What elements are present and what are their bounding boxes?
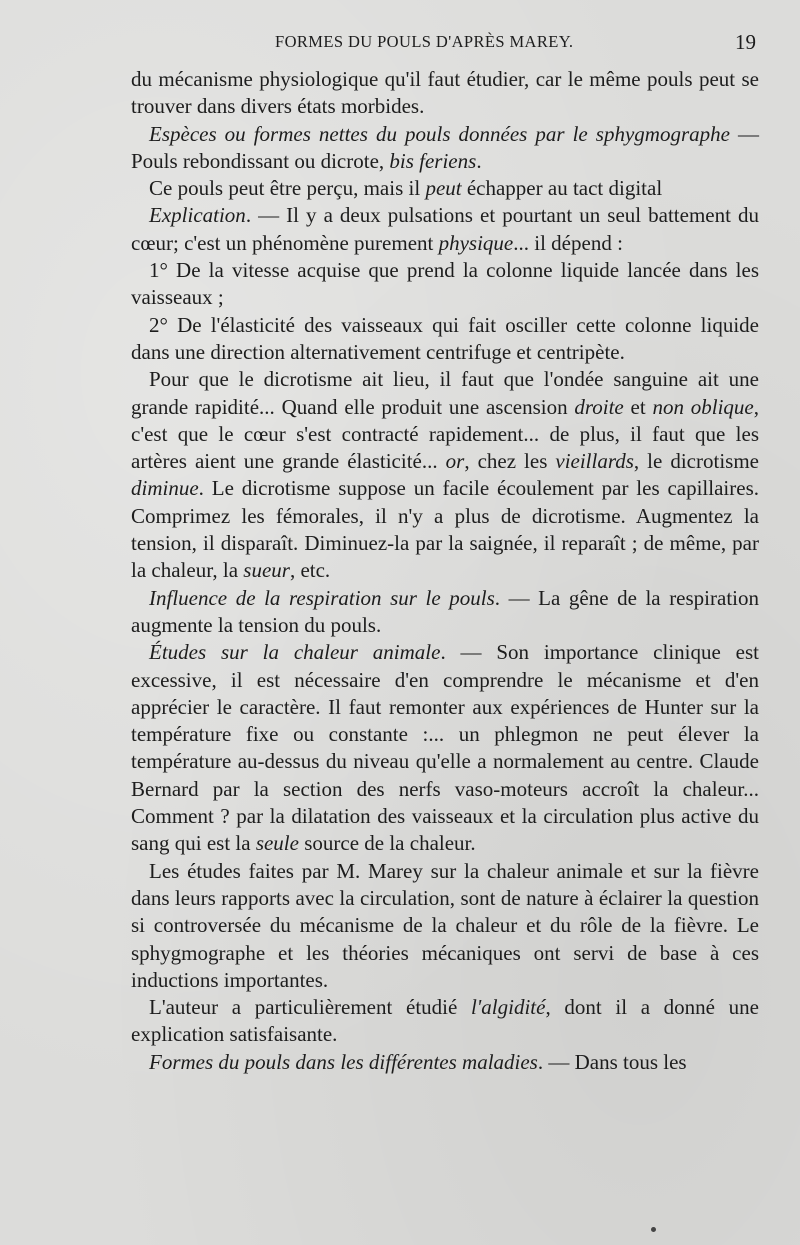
running-title: FORMES DU POULS D'APRÈS MAREY.	[275, 32, 574, 51]
paragraph	[131, 639, 759, 857]
paragraph	[131, 257, 759, 312]
text-run: Ce pouls peut être perçu, mais il	[149, 176, 426, 201]
text-run: du mécanisme physiologique qu'il faut étudier, car le même pouls peut se trouver dans divers états morbides.	[131, 67, 759, 119]
italic-text: non oblique	[652, 394, 754, 419]
paragraph	[131, 312, 759, 367]
text-run: . — Il y a deux pulsations et pourtant un seul battement du cœur; c'est un phénomène purement	[131, 203, 759, 255]
paragraph	[131, 994, 759, 1049]
italic-text: vieillards	[555, 449, 634, 474]
italic-text: physique	[438, 230, 514, 255]
italic-text: peut	[425, 176, 462, 201]
text-run: et	[623, 394, 653, 419]
text-run: source de la chaleur.	[298, 831, 476, 856]
paragraph	[131, 858, 759, 994]
italic-text: bis feriens	[389, 148, 477, 173]
text-run: Pour que le dicrotisme ait lieu, il faut que l'ondée sanguine ait une grande rapidité... Quand elle produit une ascension	[131, 367, 759, 419]
paragraph	[131, 121, 759, 176]
ink-speck	[651, 1227, 656, 1232]
text-run: 1° De la vitesse acquise que prend la colonne liquide lancée dans les vaisseaux ;	[131, 258, 759, 310]
text-run: Les études faites par M. Marey sur la chaleur animale et sur la fièvre dans leurs rapports avec la circulation, sont de nature à éclairer la question si controversée du mécanisme de la chaleur et du rôle de la fièvre. Le sphygmographe et les théories mécaniques ont servi de base à ces inductions importantes.	[131, 858, 759, 992]
text-run: échapper au tact digital	[461, 176, 663, 201]
paragraph	[131, 1049, 759, 1076]
text-run: 2° De l'élasticité des vaisseaux qui fait osciller cette colonne liquide dans une direction alternativement centrifuge et centripète.	[131, 312, 759, 364]
paragraph	[131, 175, 759, 202]
text-run: . Le dicrotisme suppose un facile écoulement par les capillaires. Comprimez les fémorales, il n'y a plus de dicrotisme. Augmentez la tension, il disparaît. Diminuez-la par la saignée, il reparaît ; de même, par la chaleur, la	[131, 476, 759, 583]
text-run: . — La gêne de la respiration augmente la tension du pouls.	[131, 585, 759, 637]
italic-text: l'algidité	[470, 995, 546, 1020]
italic-text: droite	[574, 394, 624, 419]
text-run: , chez les	[464, 449, 556, 474]
text-run: . — Son importance clinique est excessive, il est nécessaire d'en comprendre le mécanisme et d'en apprécier le caractère. Il faut remonter aux expériences de Hunter sur la température fixe ou constante :... un phlegmon ne peut élever la température au-dessus du niveau qu'elle a normalement au centre. Claude Bernard par la section des nerfs vaso-moteurs accroît la chaleur... Comment ? par la dilatation des vaisseaux et la circulation plus active du sang qui est la	[131, 640, 759, 856]
text-run: , etc.	[289, 558, 331, 583]
italic-text: diminue	[131, 476, 199, 501]
italic-text: seule	[255, 831, 299, 856]
text-run: , le dicrotisme	[633, 449, 759, 474]
body-text	[131, 66, 759, 1076]
italic-text: Études sur la chaleur animale	[149, 640, 441, 665]
page-number: 19	[735, 30, 756, 54]
paragraph	[131, 66, 759, 121]
italic-text: sueur	[243, 558, 290, 583]
text-run: . — Dans tous les	[537, 1049, 687, 1074]
text-run: , dont il a donné une explication satisfaisante.	[131, 995, 759, 1047]
italic-text: Formes du pouls dans les différentes maladies	[149, 1049, 538, 1074]
text-run: L'auteur a particulièrement étudié	[149, 995, 471, 1020]
italic-text: Influence de la respiration sur le pouls	[149, 585, 495, 610]
text-run: .	[476, 148, 482, 173]
text-run: — Pouls rebondissant ou dicrote,	[131, 121, 759, 173]
paragraph	[131, 585, 759, 640]
paragraph	[131, 202, 759, 257]
italic-text: Explication	[149, 203, 246, 228]
text-run: , c'est que le cœur s'est contracté rapidement... de plus, il faut que les artères aient une grande élasticité...	[131, 394, 759, 474]
text-run: ... il dépend :	[513, 230, 623, 255]
paragraph	[131, 366, 759, 584]
italic-text: Espèces ou formes nettes du pouls données par le sphygmographe	[149, 121, 730, 146]
page-header	[120, 30, 760, 60]
italic-text: or	[445, 449, 465, 474]
